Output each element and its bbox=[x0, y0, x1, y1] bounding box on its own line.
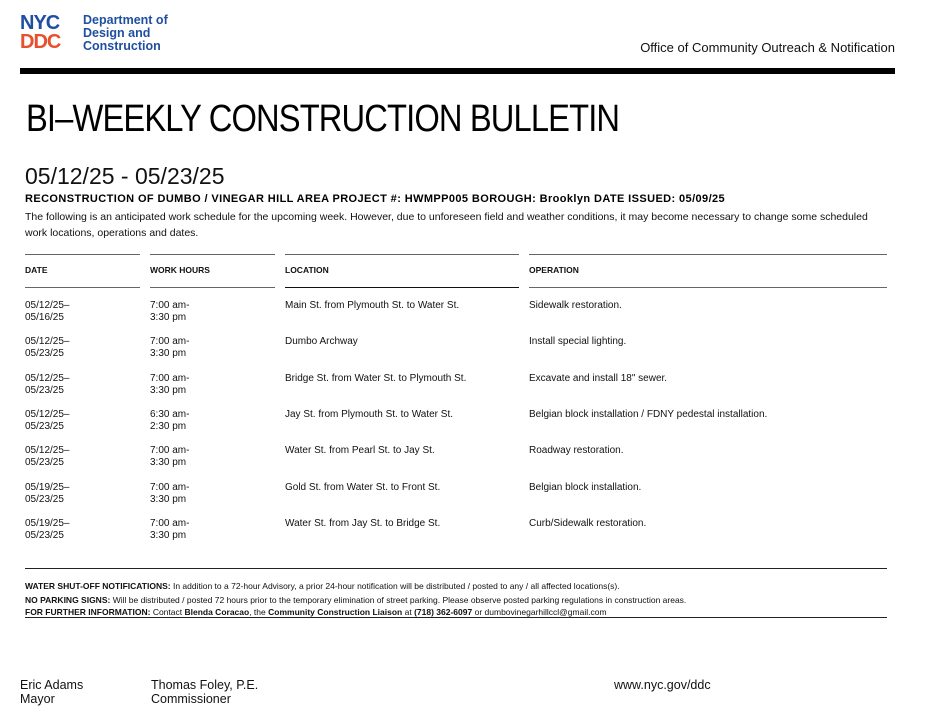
row-work-hours bbox=[150, 300, 189, 324]
row-work-hours-line: 3:30 pm bbox=[150, 530, 187, 541]
column-header-work-hours: WORK HOURS bbox=[150, 265, 210, 275]
row-date bbox=[25, 482, 70, 506]
row-work-hours-line: 3:30 pm bbox=[150, 457, 187, 468]
row-date bbox=[25, 409, 70, 433]
bulletin-title: BI–WEEKLY CONSTRUCTION BULLETIN bbox=[26, 98, 620, 140]
row-date-line: 05/19/25– bbox=[25, 518, 70, 529]
row-location bbox=[285, 409, 453, 421]
logo-nyc-text: NYC bbox=[20, 12, 60, 34]
column-header-date: DATE bbox=[25, 265, 48, 275]
mayor-name: Eric Adams bbox=[20, 678, 84, 692]
row-operation bbox=[529, 336, 626, 348]
commissioner-name: Thomas Foley, P.E. bbox=[151, 678, 259, 692]
row-date-line: 05/12/25– bbox=[25, 445, 70, 456]
liaison-name: Blenda Coracao bbox=[184, 607, 250, 617]
row-location bbox=[285, 518, 440, 530]
no-parking-note bbox=[25, 595, 686, 605]
row-date bbox=[25, 300, 70, 324]
row-work-hours bbox=[150, 445, 189, 469]
row-operation-line: Roadway restoration. bbox=[529, 445, 624, 456]
row-work-hours bbox=[150, 518, 189, 542]
contact-prefix: Contact bbox=[152, 607, 183, 617]
row-operation-line: Belgian block installation. bbox=[529, 482, 642, 493]
row-date-line: 05/12/25– bbox=[25, 336, 70, 347]
row-location bbox=[285, 445, 435, 457]
row-location-line: Dumbo Archway bbox=[285, 336, 358, 347]
notes-bottom-rule bbox=[25, 617, 887, 618]
row-work-hours-line: 3:30 pm bbox=[150, 494, 187, 505]
header-divider bbox=[20, 68, 895, 74]
nyc-ddc-logo bbox=[20, 14, 180, 56]
row-location bbox=[285, 482, 440, 494]
row-date-line: 05/23/25 bbox=[25, 421, 64, 432]
commissioner-title: Commissioner bbox=[151, 692, 231, 706]
project-info-line: RECONSTRUCTION OF DUMBO / VINEGAR HILL AREA PROJECT #: HWMPP005 BOROUGH: Brooklyn DATE ISSUED: 05/09/25 bbox=[25, 193, 726, 205]
row-date-line: 05/19/25– bbox=[25, 482, 70, 493]
row-date bbox=[25, 518, 70, 542]
row-work-hours-line: 3:30 pm bbox=[150, 385, 187, 396]
no-parking-label: NO PARKING SIGNS: bbox=[25, 595, 111, 605]
header-rule-bottom-hours bbox=[150, 287, 275, 288]
water-shutoff-text: In addition to a 72-hour Advisory, a prior 24-hour notification will be distributed / posted to any / all affected locations(s). bbox=[172, 581, 620, 591]
row-date bbox=[25, 336, 70, 360]
row-date bbox=[25, 373, 70, 397]
row-work-hours-line: 2:30 pm bbox=[150, 421, 187, 432]
logo-ddc-text: DDC bbox=[20, 31, 61, 53]
row-date-line: 05/23/25 bbox=[25, 494, 64, 505]
row-operation-line: Curb/Sidewalk restoration. bbox=[529, 518, 647, 529]
row-operation bbox=[529, 518, 646, 530]
row-location-line: Bridge St. from Water St. to Plymouth St. bbox=[285, 373, 467, 384]
row-work-hours-line: 6:30 am- bbox=[150, 409, 190, 420]
logo-dept-line-1: Department of bbox=[83, 13, 168, 27]
header-rule-top-location bbox=[285, 254, 519, 255]
row-location bbox=[285, 300, 459, 312]
row-work-hours-line: 3:30 pm bbox=[150, 348, 187, 359]
logo-dept-line-3: Construction bbox=[83, 39, 161, 53]
row-operation bbox=[529, 409, 767, 421]
header-rule-bottom-date bbox=[25, 287, 140, 288]
row-location bbox=[285, 336, 358, 348]
row-work-hours-line: 7:00 am- bbox=[150, 482, 190, 493]
office-name: Office of Community Outreach & Notification bbox=[640, 40, 895, 55]
mayor-title: Mayor bbox=[20, 692, 55, 706]
liaison-role: Community Construction Liaison bbox=[268, 607, 403, 617]
website-link[interactable]: www.nyc.gov/ddc bbox=[614, 678, 711, 692]
row-date-line: 05/12/25– bbox=[25, 373, 70, 384]
logo-department-name bbox=[83, 14, 168, 53]
row-work-hours-line: 7:00 am- bbox=[150, 518, 190, 529]
notes-top-rule bbox=[25, 568, 887, 569]
no-parking-text: Will be distributed / posted 72 hours prior to the temporary elimination of street parking. Please observe posted parking regulations in construction areas. bbox=[112, 595, 687, 605]
header-rule-top-date bbox=[25, 254, 140, 255]
row-date-line: 05/12/25– bbox=[25, 409, 70, 420]
row-location-line: Water St. from Jay St. to Bridge St. bbox=[285, 518, 441, 529]
water-shutoff-label: WATER SHUT-OFF NOTIFICATIONS: bbox=[25, 581, 171, 591]
row-date-line: 05/23/25 bbox=[25, 457, 64, 468]
commissioner-signature bbox=[151, 678, 258, 706]
intro-paragraph: The following is an anticipated work schedule for the upcoming week. However, due to unforeseen field and weather conditions, it may become necessary to change some scheduled work locations, operations and dates. bbox=[25, 211, 868, 239]
row-operation-line: Install special lighting. bbox=[529, 336, 627, 347]
liaison-email[interactable]: or dumbovinegarhillccl@gmail.com bbox=[474, 607, 607, 617]
row-work-hours bbox=[150, 482, 189, 506]
row-work-hours-line: 3:30 pm bbox=[150, 312, 187, 323]
row-work-hours-line: 7:00 am- bbox=[150, 373, 190, 384]
row-date-line: 05/16/25 bbox=[25, 312, 64, 323]
contact-mid: , the bbox=[249, 607, 266, 617]
row-work-hours-line: 7:00 am- bbox=[150, 300, 190, 311]
row-operation bbox=[529, 445, 624, 457]
row-work-hours bbox=[150, 373, 189, 397]
row-work-hours bbox=[150, 409, 189, 433]
row-operation-line: Belgian block installation / FDNY pedestal installation. bbox=[529, 409, 768, 420]
row-operation-line: Sidewalk restoration. bbox=[529, 300, 622, 311]
row-date bbox=[25, 445, 70, 469]
row-location-line: Water St. from Pearl St. to Jay St. bbox=[285, 445, 435, 456]
mayor-signature bbox=[20, 678, 83, 706]
bulletin-date-range: 05/12/25 - 05/23/25 bbox=[25, 163, 225, 189]
header-rule-top-hours bbox=[150, 254, 275, 255]
liaison-phone: (718) 362-6097 bbox=[414, 607, 473, 617]
row-date-line: 05/23/25 bbox=[25, 348, 64, 359]
further-info-note bbox=[25, 607, 607, 617]
header-rule-top-operation bbox=[529, 254, 887, 255]
row-date-line: 05/23/25 bbox=[25, 530, 64, 541]
row-operation bbox=[529, 300, 622, 312]
row-work-hours-line: 7:00 am- bbox=[150, 445, 190, 456]
water-shutoff-note bbox=[25, 581, 620, 591]
further-info-label: FOR FURTHER INFORMATION: bbox=[25, 607, 151, 617]
logo-dept-line-2: Design and bbox=[83, 26, 151, 40]
row-operation bbox=[529, 482, 641, 494]
row-operation bbox=[529, 373, 667, 385]
row-work-hours bbox=[150, 336, 189, 360]
row-location-line: Jay St. from Plymouth St. to Water St. bbox=[285, 409, 454, 420]
row-date-line: 05/23/25 bbox=[25, 385, 64, 396]
column-header-operation: OPERATION bbox=[529, 265, 579, 275]
row-location-line: Main St. from Plymouth St. to Water St. bbox=[285, 300, 460, 311]
row-location bbox=[285, 373, 466, 385]
row-work-hours-line: 7:00 am- bbox=[150, 336, 190, 347]
header-rule-bottom-operation bbox=[529, 287, 887, 288]
row-operation-line: Excavate and install 18" sewer. bbox=[529, 373, 668, 384]
contact-at: at bbox=[404, 607, 412, 617]
row-date-line: 05/12/25– bbox=[25, 300, 70, 311]
header-rule-bottom-location bbox=[285, 287, 519, 288]
column-header-location: LOCATION bbox=[285, 265, 329, 275]
row-location-line: Gold St. from Water St. to Front St. bbox=[285, 482, 441, 493]
